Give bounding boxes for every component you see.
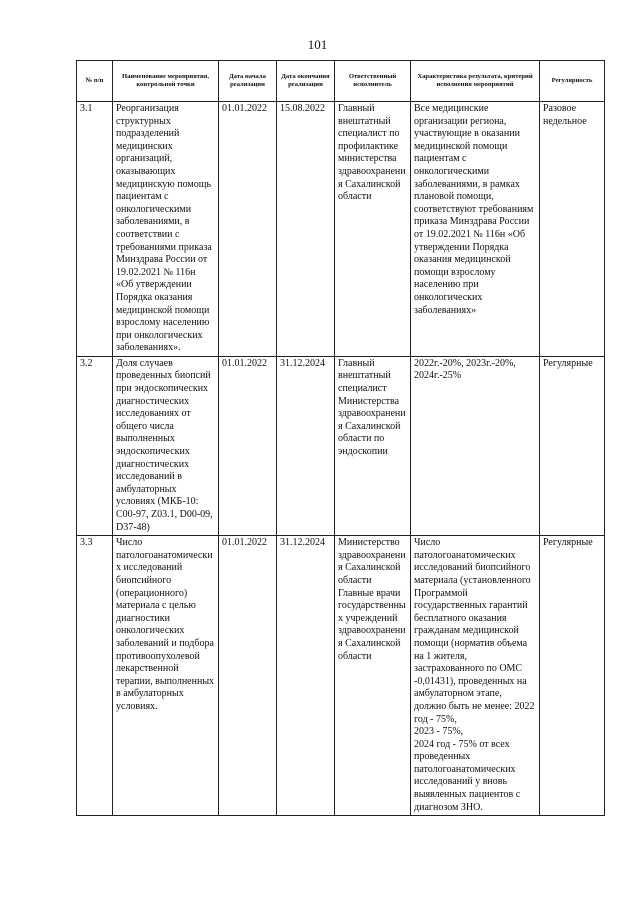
result-line: 2023 - 75%,	[414, 726, 464, 738]
row-number: 3.1	[77, 102, 113, 357]
row-end-date: 15.08.2022	[277, 102, 335, 357]
result-line: Число патологоанатомических исследований биопсийного материала (установленного Программой государственных гарантий бесплатного оказания гражданам медицинской помощи (норматив объема на 1 жителя, застрахованного по ОМС -0,01431), проведенных на амбулаторном этапе, должно быть не менее: 2022 год - 75%,	[414, 537, 535, 725]
row-name: Реорганизация структурных подразделений медицинских организаций, оказывающих медицинскую помощь пациентам с онкологическими заболеваниями, в соответствии с требованиями приказа Минздрава России от 19.02.2021 № 116н «Об утверждении Порядка оказания медицинской помощи взрослому населению при онкологических заболеваниях».	[113, 102, 219, 357]
table-row	[77, 536, 605, 816]
row-name: Доля случаев проведенных биопсий при эндоскопических диагностических исследованиях от общего числа выполненных эндоскопических диагностических исследований в амбулаторных условиях (МКБ-10: С00-97, Z03.1, D00-09, D37-48)	[113, 356, 219, 535]
row-start-date: 01.01.2022	[219, 102, 277, 357]
row-name: Число патологоанатомических исследований биопсийного (операционного) материала с целью диагностики онкологических заболеваний и подбора противоопухолевой лекарственной терапии, выполненных в амбулаторных условиях.	[113, 536, 219, 816]
row-number: 3.2	[77, 356, 113, 535]
row-regularity: Регулярные	[540, 536, 605, 816]
row-end-date: 31.12.2024	[277, 536, 335, 816]
header-executor: Ответственный исполнитель	[335, 61, 411, 102]
table-row	[77, 102, 605, 357]
header-start-date: Дата начала реализации	[219, 61, 277, 102]
row-regularity: Разовое недельное	[540, 102, 605, 357]
header-regularity: Регулярность	[540, 61, 605, 102]
row-result: 2022г.-20%, 2023г.-20%, 2024г.-25%	[411, 356, 540, 535]
table-header	[77, 61, 605, 102]
header-end-date: Дата окончания реализации	[277, 61, 335, 102]
row-regularity: Регулярные	[540, 356, 605, 535]
row-number: 3.3	[77, 536, 113, 816]
row-executor: Главный внештатный специалист Министерства здравоохранения Сахалинской области по эндоскопии	[335, 356, 411, 535]
header-number: № п/п	[77, 61, 113, 102]
action-plan-table	[76, 60, 605, 816]
row-result: Все медицинские организации региона, участвующие в оказании медицинской помощи пациентам с онкологическими заболеваниями, в рамках плановой помощи, соответствуют требованиям приказа Минздрава России от 19.02.2021 № 116н «Об утверждении Порядка оказания медицинской помощи взрослому населению при онкологических заболеваниях»	[411, 102, 540, 357]
row-executor: Министерство здравоохранения Сахалинской области Главные врачи государственных учреждений здравоохранения Сахалинской области	[335, 536, 411, 816]
header-name: Наименование мероприятия, контрольной точки	[113, 61, 219, 102]
row-executor: Главный внештатный специалист по профилактике министерства здравоохранения Сахалинской области	[335, 102, 411, 357]
row-end-date: 31.12.2024	[277, 356, 335, 535]
row-start-date: 01.01.2022	[219, 356, 277, 535]
row-result	[411, 536, 540, 816]
page-number: 101	[307, 37, 328, 52]
table-row	[77, 356, 605, 535]
row-start-date: 01.01.2022	[219, 536, 277, 816]
result-line: 2024 год - 75% от всех проведенных патологоанатомических исследований у вновь выявленных пациентов с диагнозом ЗНО.	[414, 738, 521, 813]
header-result: Характеристика результата, критерий исполнения мероприятий	[411, 61, 540, 102]
